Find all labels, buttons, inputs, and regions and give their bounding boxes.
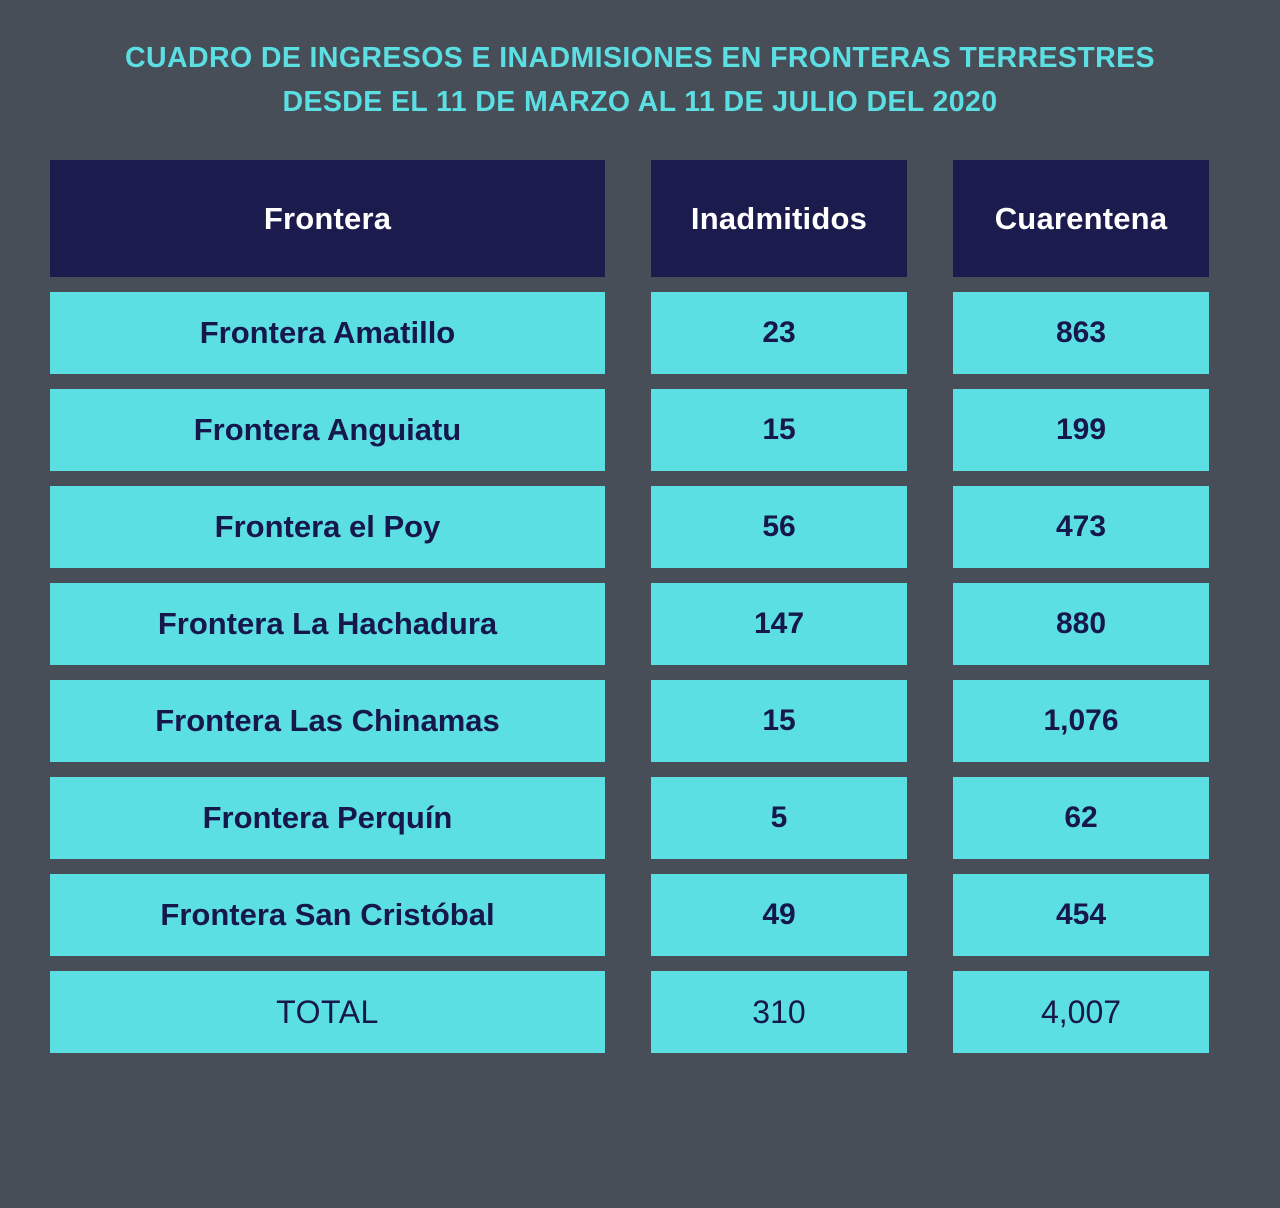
cell-cuarentena: 863	[953, 292, 1209, 374]
table-row	[50, 389, 1230, 471]
table-row	[50, 583, 1230, 665]
cell-frontera: Frontera Anguiatu	[50, 389, 605, 471]
cell-total-inadmitidos: 310	[651, 971, 907, 1053]
cell-cuarentena: 1,076	[953, 680, 1209, 762]
page-title-line-1: CUADRO DE INGRESOS E INADMISIONES EN FRONTERAS TERRESTRES	[125, 42, 1155, 74]
column-header-frontera: Frontera	[50, 160, 605, 277]
cell-frontera: Frontera el Poy	[50, 486, 605, 568]
cell-inadmitidos: 56	[651, 486, 907, 568]
cell-cuarentena: 454	[953, 874, 1209, 956]
cell-cuarentena: 62	[953, 777, 1209, 859]
cell-inadmitidos: 15	[651, 389, 907, 471]
cell-inadmitidos: 15	[651, 680, 907, 762]
cell-frontera: Frontera La Hachadura	[50, 583, 605, 665]
page-title-line-2: DESDE EL 11 DE MARZO AL 11 DE JULIO DEL 2020	[282, 86, 998, 119]
table-row	[50, 292, 1230, 374]
table-row	[50, 486, 1230, 568]
table-row	[50, 874, 1230, 956]
table-row	[50, 680, 1230, 762]
cell-cuarentena: 473	[953, 486, 1209, 568]
cell-total-cuarentena: 4,007	[953, 971, 1209, 1053]
column-header-cuarentena: Cuarentena	[953, 160, 1209, 277]
cell-frontera: Frontera Las Chinamas	[50, 680, 605, 762]
cell-inadmitidos: 147	[651, 583, 907, 665]
column-header-inadmitidos: Inadmitidos	[651, 160, 907, 277]
page-title	[0, 0, 1280, 124]
table-total-row	[50, 971, 1230, 1053]
table-row	[50, 777, 1230, 859]
cell-cuarentena: 199	[953, 389, 1209, 471]
cell-frontera: Frontera Perquín	[50, 777, 605, 859]
cell-inadmitidos: 5	[651, 777, 907, 859]
cell-cuarentena: 880	[953, 583, 1209, 665]
data-table	[50, 124, 1230, 1053]
cell-inadmitidos: 49	[651, 874, 907, 956]
cell-inadmitidos: 23	[651, 292, 907, 374]
cell-total-label: TOTAL	[50, 971, 605, 1053]
cell-frontera: Frontera Amatillo	[50, 292, 605, 374]
cell-frontera: Frontera San Cristóbal	[50, 874, 605, 956]
table-header-row	[50, 160, 1230, 277]
